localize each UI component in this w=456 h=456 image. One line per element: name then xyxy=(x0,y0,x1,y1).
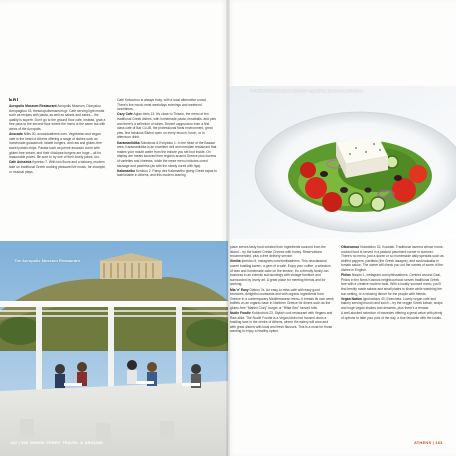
entry-text: Acropolis Museum, Dionysiou Areopagitou 15, theacropolismuseum.gr. Cafe serving light meals such as recipes with pasta, as well as salads and cakes – the quality is superb. Don't go to the ground floor cafe, instead, grab a free pass to the second floor where the menu is the same but with views of the Acropolis. xyxy=(9,104,106,132)
acropolis-terrace-illustration xyxy=(0,241,228,456)
acropolis-museum-photo xyxy=(0,241,228,456)
right-column-2-text xyxy=(341,245,445,425)
left-page-folio: 162 | 500 GREEK FERRY TRAVEL & AROUND xyxy=(10,440,104,445)
entry-karamanlidika xyxy=(117,141,217,169)
entry-name: Vegan Nation xyxy=(341,296,362,301)
entry-text: Nissiro 1, instagram.com/philosathens. Centred around Gazi, Philos in the Neos Kosmos neighbourhood serves traditional Greek fare with a creative modern twist. With a locally sourced menu, you'll find freshly made salads and small plates to share while watching the sun setting, or a relaxing dinner for the people with friends. xyxy=(341,273,442,296)
entry-name: Nudie Foodie xyxy=(230,311,251,316)
entry-name: Mia 'n' Easy xyxy=(230,287,249,292)
entry-acropolis-museum xyxy=(9,104,107,132)
entry-name: Kalamaribo xyxy=(117,168,135,173)
entry-text: Kynetou 7. With two floors and a balcony, modern take on traditional Greek cooking pleasant live music, for example, or musical plays. xyxy=(9,160,106,174)
entry-text: Iperidou 5, instagram.com/ximiliaathens. This neoclassical ouzeri bustling tavern, a gem of a café. Enjoy your coffee, a selection of teas and homemade cake on the terrace. It's a friendly family-run business in an eclectic surroundings with vintage furniture and surrounded by lovely art. A great place for meeting friends and for working. xyxy=(230,259,331,287)
entry-text: A well-stocked selection of mezedes offering a great value with plenty of options to take your pick of the day, a true favourite with the locals. xyxy=(341,311,443,320)
greek-salad-photo xyxy=(228,86,456,239)
acropolis-photo-label: The Acropolis Museum Restaurant xyxy=(14,258,80,263)
right-page-folio: ATHENS | 163 xyxy=(414,440,443,445)
entry-mezedes xyxy=(341,311,445,320)
right-column-1-text xyxy=(230,245,334,425)
entry-kalamaribo xyxy=(117,169,217,178)
entry-name: Oikonomou xyxy=(341,245,360,249)
entry-text: Nikis 30, avocadoathens.com. Vegetarian and vegan cafe in the heart of Athens offering a range of dishes such as homemade guacamole, falafel burgers, and raw and gluten-free sweet potato chips. Pastas such as penne avocado come with gluten-free cream, and their chickpea burgers are huge – all for reasonable prices. Be sure to try one of their lovely juices, too. xyxy=(9,132,102,160)
entry-name: Acropolis Museum Restaurant xyxy=(9,104,57,109)
entry-philos xyxy=(341,273,445,296)
greek-salad-illustration xyxy=(228,86,456,239)
section-heading-eat: EAT xyxy=(9,98,20,103)
entry-cafe-avissinia xyxy=(9,160,107,174)
entry-text: Ippokratous 43, Exarcheia. Lovely vegan café and bakery serving brunch and lunch – try the veggie Greek kebab, wraps and huge vegan shakes and desserts, plus there's a terrace. xyxy=(341,296,443,310)
entry-text: Sokratous & Evripidou 1. In the heart of the Basaar area, Karamanlidika is an excellent deli and meridian restaurant that makes your mouth water from the minute you set foot inside. On display are meats sourced from regions around Greece plus dozens of varieties and cheeses, while the meze menu includes cured sausage and pastirma (as with the slowly cured with figs). xyxy=(117,140,217,168)
entry-text: Kenkiou 2. Pamp des Kalamaribo giving Greek tapas to fashionable in Athens, and this modern-leaning xyxy=(117,168,217,178)
entry-name: Ximilia xyxy=(230,259,241,264)
entry-text: Diakou 7a. An easy-to-miss café with easy good brunches, delightful croissants and with organic ingredients from Greece in a contemporary Mediterranean menu. It breaks its own week buffets on an organic base in Northern Greece for diners such as the gluten-free "Martini Cozy" burger or "Ritsa Sen" served rolls. xyxy=(230,287,334,310)
entry-name: Avocado xyxy=(9,132,23,137)
middle-column-text xyxy=(117,98,217,246)
food-photo-caption: A traditional Greek salad with fresh vegetables, feta cheese and olives xyxy=(250,89,364,93)
entry-name: Karamanlidika xyxy=(117,140,140,145)
entry-vegan-nation xyxy=(341,297,445,311)
entry-avocado xyxy=(9,132,107,160)
entry-name: Philos xyxy=(341,273,351,278)
entry-text: Agias Irinis 13. It's close to Thiseio, the menu of ten traditional Greek dishes, with homemade pasta, meatballs, and pies and there's a selection of wines. Decent cappuccino from a first class cafe of Bar CLUB, the professional floral environment, great pies, fine fabulous Bistrot open on every brunch, lunch, or in afternoon drink. xyxy=(117,112,216,140)
entry-text: Kolokotroni 23. Stylish cool restaurant with Vegans and Raw alike. The Nudie Foodie is a Vegan bistro but housed down a bustling lane in the centre of Athens, where the eatery will wow and with great dishes with local and fresh flavours. This is a must for those wanting to enjoy a healthy option. xyxy=(230,311,333,334)
entry-cafe-kekoutrou xyxy=(117,98,217,112)
entry-text: place serves tasty food created from ingredients sourced from the island – try the baked Cretan Cheese with honey. Reservations recommended, plus a free delivery service. xyxy=(230,245,326,259)
entry-name: Ozzy Cafe xyxy=(117,112,133,117)
entry-nudie-foodie xyxy=(230,311,334,334)
entry-text: Café Kekoutrou is always busy, with a local alternative crowd. There's live music most weekdays evenings and weekend lunchtimes. xyxy=(117,98,207,112)
entry-oikonomou xyxy=(341,245,445,273)
entry-text: Kidantidon 32, Koukaki. Traditional taverna whose home-cooked food is served in a packed pavement corner in summer. There's no menu, just a dozen or so homemade daily specials such as stuffed peppers, pastitsio (the Greek lasagne), and soutzoukakia in tomato sauce. The owner will check you out the names of some of the dishes in English. xyxy=(341,245,444,272)
left-column-text xyxy=(9,98,107,246)
entry-ximilia xyxy=(230,259,334,287)
entry-name: Cafe Avissinia xyxy=(9,160,32,165)
entry-ozzy-cafe xyxy=(117,112,217,140)
entry-mia-n-easy xyxy=(230,288,334,311)
entry-island-restaurant xyxy=(230,245,334,259)
book-gutter xyxy=(226,0,230,456)
